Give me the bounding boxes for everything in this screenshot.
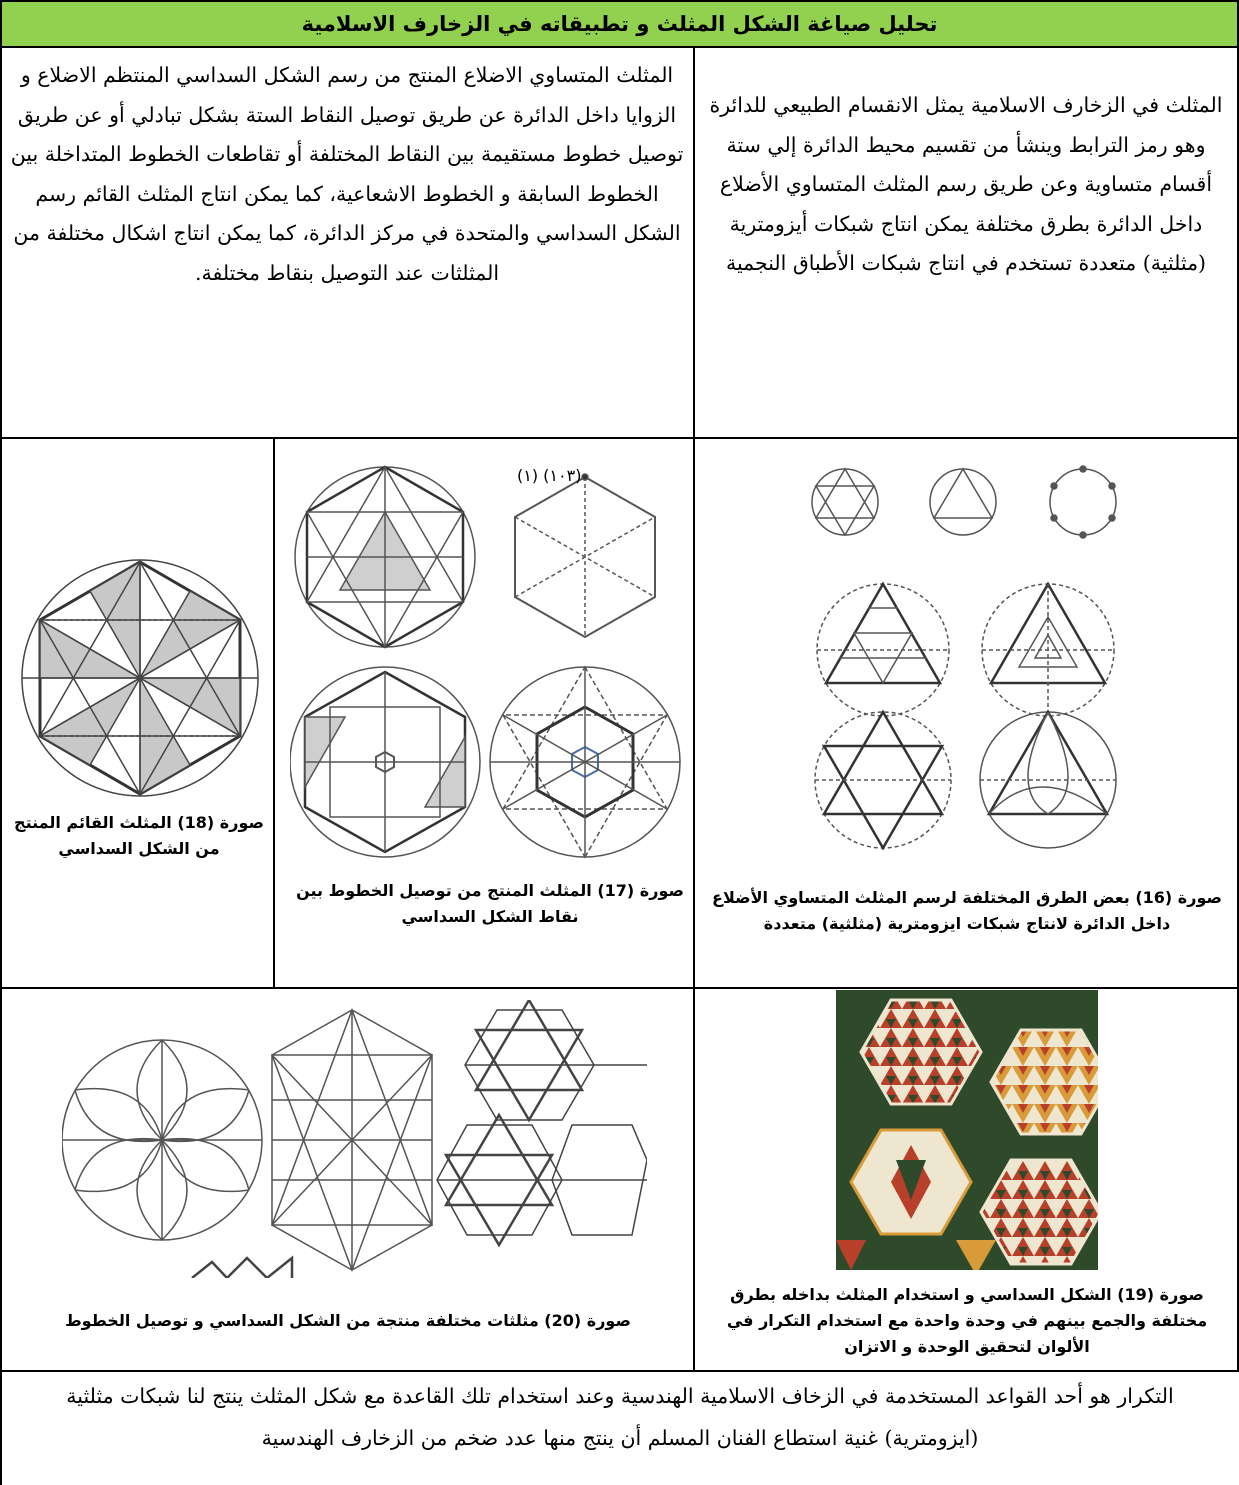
divider-row2	[0, 987, 1239, 989]
figure-16-image	[808, 460, 1138, 870]
circle-star	[812, 469, 878, 535]
hexagon-star-nested	[490, 667, 680, 857]
divider-row3	[0, 1370, 1239, 1372]
triangle-grid-left	[817, 584, 949, 716]
figure-20-image	[62, 1000, 647, 1278]
divider-row1	[0, 437, 1239, 439]
figure-18-caption: صورة (18) المثلث القائم المنتج من الشكل السداسي	[14, 813, 264, 858]
figure-16-caption: صورة (16) بعض الطرق المختلفة لرسم المثلث المتساوي الأضلاع داخل الدائرة لانتاج شبكات ايزومترية (مثلثية) متعددة	[712, 888, 1222, 933]
page-title: تحليل صياغة الشكل المثلث و تطبيقاته في الزخارف الاسلامية	[301, 12, 938, 36]
figure-19-image	[836, 990, 1098, 1270]
divider-subcolumn	[273, 437, 275, 987]
bottom-paragraph	[20, 1375, 1220, 1483]
text-cell-left	[4, 50, 690, 434]
paragraph-equilateral-triangle: المثلث المتساوي الاضلاع المنتج من رسم الشكل السداسي المنتظم الاضلاع و الزوايا داخل الدائرة عن طريق توصيل النقاط الستة بشكل تبادلي أو عن طريق توصيل خطوط مستقيمة بين النقاط المختلفة أو تقاطعات الخطوط المتداخلة بين الخطوط السابقة و الخطوط الاشعاعية، كما يمكن انتاج المثلث القائم رسم الشكل السداسي والمتحدة في مركز الدائرة، كما يمكن انتاج اشكال مختلفة من المثلثات عند التوصيل بنقاط مختلفة.	[10, 63, 684, 285]
paragraph-repetition: التكرار هو أحد القواعد المستخدمة في الزخاف الاسلامية الهندسية وعند استخدام تلك القاعدة مع شكل المثلث ينتج لنا شبكات مثلثية (ايزومترية) غنية استطاع الفنان المسلم أن ينتج منها عدد ضخم من الزخارف الهندسية	[66, 1384, 1174, 1450]
divider-header	[0, 46, 1239, 48]
divider-column	[693, 46, 695, 1370]
figure-17-caption: صورة (17) المثلث المنتج من توصيل الخطوط بين نقاط الشكل السداسي	[296, 881, 684, 926]
hexagon-shaded-triangles	[295, 467, 475, 647]
figure-18-image	[20, 548, 260, 808]
hexagon-star-lines	[272, 1010, 432, 1270]
circle-arcs-triangle	[980, 712, 1116, 848]
figure-17-image	[290, 462, 690, 872]
star-lattice	[437, 1000, 647, 1245]
circle-star-dashed	[815, 712, 951, 848]
table-header	[2, 2, 1237, 46]
hexagon-radial-lines	[515, 474, 655, 637]
paragraph-triangle-division: المثلث في الزخارف الاسلامية يمثل الانقسام الطبيعي للدائرة وهو رمز الترابط وينشأ من تقسيم محيط الدائرة إلي ستة أقسام متساوية وعن طريق رسم المثلث المتساوي الأضلاع داخل الدائرة بطرق مختلفة يمكن انتاج شبكات أيزومترية (مثلثية) متعددة تستخدم في انتاج شبكات الأطباق النجمية	[709, 93, 1223, 275]
figure-20-caption: صورة (20) مثلثات مختلفة منتجة من الشكل السداسي و توصيل الخطوط	[65, 1311, 631, 1330]
figure-19-caption: صورة (19) الشكل السداسي و استخدام المثلث بداخله بطرق مختلفة والجمع بينهم في وحدة واحدة مع استخدام التكرار في الألوان لتحقيق الوحدة و الاتزان	[726, 1285, 1208, 1356]
circle-dots	[1050, 466, 1116, 538]
border-left	[0, 0, 2, 1485]
triangle-grid-right	[982, 584, 1114, 716]
circle-triangle	[930, 469, 996, 535]
flower-circle	[62, 1040, 262, 1240]
text-cell-right	[697, 80, 1235, 430]
figure-17-label: (١٠٣) (١)	[517, 466, 582, 485]
hexagon-square-shaded	[290, 667, 480, 857]
